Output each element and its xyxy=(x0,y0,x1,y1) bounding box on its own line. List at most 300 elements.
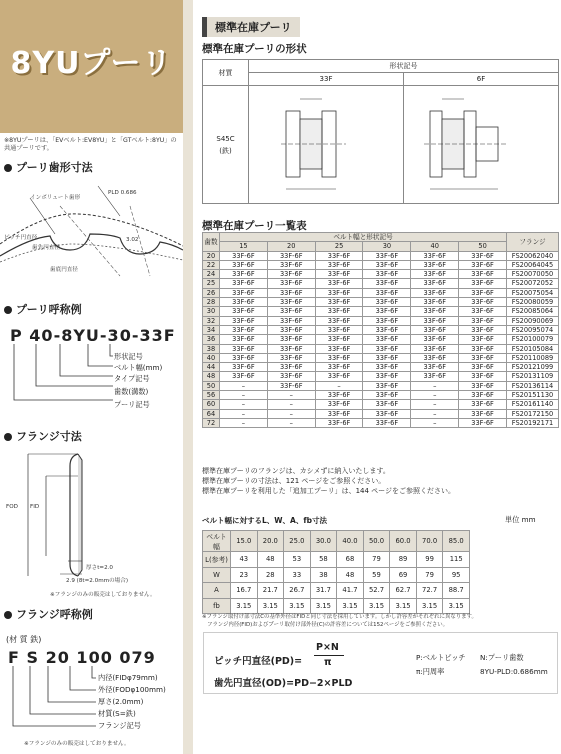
shape-cell: 33F-6F xyxy=(459,298,507,307)
left-column xyxy=(0,0,183,754)
shape-col-33f: 33F xyxy=(249,73,404,86)
dim-cell: 59 xyxy=(363,567,390,583)
table-row xyxy=(203,298,559,307)
dim-cell: 62.7 xyxy=(390,583,417,599)
shape-cell: 33F-6F xyxy=(220,325,268,334)
teeth-cell: 72 xyxy=(203,418,220,427)
dim-cell: 3.15 xyxy=(337,598,364,614)
shape-cell: 33F-6F xyxy=(267,335,315,344)
dim-unit: 単位 mm xyxy=(505,515,536,524)
shape-cell: 33F-6F xyxy=(459,251,507,260)
teeth-cell: 32 xyxy=(203,316,220,325)
shape-cell: 33F-6F xyxy=(363,251,411,260)
teeth-cell: 38 xyxy=(203,344,220,353)
shape-cell: 33F-6F xyxy=(411,270,459,279)
dim-cell: 53 xyxy=(284,552,311,568)
shape-cell: 33F-6F xyxy=(315,400,363,409)
shape-cell: 33F-6F xyxy=(220,363,268,372)
shape-cell: 33F-6F xyxy=(411,316,459,325)
shape-cell: 33F-6F xyxy=(220,344,268,353)
shape-cell: 33F-6F xyxy=(315,409,363,418)
shape-cell: – xyxy=(267,400,315,409)
shape-cell: – xyxy=(315,381,363,390)
code-part-pulley: プーリ記号 xyxy=(114,400,150,409)
dim-cell: 3.15 xyxy=(231,598,258,614)
shape-cell: – xyxy=(411,381,459,390)
title-banner xyxy=(0,0,183,133)
flange-cell: FS20121099 xyxy=(507,363,559,372)
flange-cell: FS20172150 xyxy=(507,409,559,418)
dim-cell: 52.7 xyxy=(363,583,390,599)
code-part-type: タイプ記号 xyxy=(114,374,150,383)
dim-heading: ベルト幅に対するL、W、A、fb寸法 xyxy=(202,516,327,525)
shape-cell: 33F-6F xyxy=(315,316,363,325)
flange-cell: FS20090069 xyxy=(507,316,559,325)
material-header: 材質 xyxy=(203,60,249,86)
shape-cell: – xyxy=(411,409,459,418)
shape-cell: 33F-6F xyxy=(220,307,268,316)
teeth-cell: 30 xyxy=(203,307,220,316)
pitch-circle-label: ピッチ円直径 xyxy=(4,235,38,241)
shape-cell: 33F-6F xyxy=(363,353,411,362)
shape-cell: – xyxy=(411,391,459,400)
shape-cell: 33F-6F xyxy=(220,335,268,344)
dim-cell: 69 xyxy=(390,567,417,583)
shape-cell: 33F-6F xyxy=(363,400,411,409)
shape-cell: 33F-6F xyxy=(220,353,268,362)
shape-cell: 33F-6F xyxy=(267,270,315,279)
shape-cell: 33F-6F xyxy=(267,298,315,307)
shape-cell: 33F-6F xyxy=(363,298,411,307)
teeth-cell: 22 xyxy=(203,260,220,269)
shape-cell: 33F-6F xyxy=(267,372,315,381)
shape-cell: 33F-6F xyxy=(411,363,459,372)
pld-def: 8YU-PLD:0.686mm xyxy=(480,667,548,676)
dim-row-label: W xyxy=(203,567,231,583)
shape-heading: 標準在庫プーリの形状 xyxy=(202,43,307,55)
section-title: フランジ寸法 xyxy=(16,430,82,443)
pld-label: PLD 0.686 xyxy=(108,190,137,196)
table-row xyxy=(203,270,559,279)
shape-cell: 33F-6F xyxy=(363,409,411,418)
dim-cell: 72.7 xyxy=(416,583,443,599)
material-value: S45C (鉄) xyxy=(203,86,249,204)
shape-cell: 33F-6F xyxy=(363,418,411,427)
intro-note: ※8YUプーリは、「EVベルト:EV8YU」と「GTベルト:8YU」の共通プーリです。 xyxy=(4,137,177,152)
dim-cell: 28 xyxy=(257,567,284,583)
pd-denominator: π xyxy=(324,657,332,668)
shape-cell: 33F-6F xyxy=(315,391,363,400)
dim-cell: 30.0 xyxy=(310,531,337,552)
table-row xyxy=(203,279,559,288)
shape-col-6f: 6F xyxy=(404,73,559,86)
shape-cell: 33F-6F xyxy=(459,279,507,288)
shape-cell: 33F-6F xyxy=(363,307,411,316)
teeth-cell: 34 xyxy=(203,325,220,334)
dim-cell: 79 xyxy=(416,567,443,583)
table-row xyxy=(203,391,559,400)
dim-cell: 3.15 xyxy=(443,598,470,614)
shape-cell: 33F-6F xyxy=(363,288,411,297)
shape-cell: 33F-6F xyxy=(363,372,411,381)
flange-part-outer: 外径(FODφ100mm) xyxy=(98,685,166,694)
dim-cell: 70.0 xyxy=(416,531,443,552)
dim-note-2: フランジ内径(FID)およびプーリ取付け部外径(C)の許容差については152ページをご参照ください。 xyxy=(207,622,449,628)
dim-cell: 23 xyxy=(231,567,258,583)
flange-cell: FS20080059 xyxy=(507,298,559,307)
bullet-icon xyxy=(4,611,12,619)
teeth-header: 歯数 xyxy=(203,233,220,252)
drawing-6f xyxy=(404,86,559,204)
shape-cell: 33F-6F xyxy=(315,363,363,372)
bullet-icon xyxy=(4,164,12,172)
dim-row-label: fb xyxy=(203,598,231,614)
shape-cell: – xyxy=(220,409,268,418)
shape-header: 形状記号 xyxy=(249,60,559,73)
dim-row-label: ベルト幅 xyxy=(203,531,231,552)
shape-cell: 33F-6F xyxy=(363,381,411,390)
flange-cell: FS20064045 xyxy=(507,260,559,269)
shape-cell: – xyxy=(220,381,268,390)
dim-cell: 95 xyxy=(443,567,470,583)
shape-cell: 33F-6F xyxy=(363,279,411,288)
flange-cell: FS20105084 xyxy=(507,344,559,353)
list-note-1: 標準在庫プーリのフランジは、カシメずに納入いたします。 xyxy=(202,467,390,475)
teeth-cell: 64 xyxy=(203,409,220,418)
width-col-header: 30 xyxy=(363,242,411,251)
section-tag: 標準在庫プーリ xyxy=(202,17,300,37)
shape-cell: 33F-6F xyxy=(220,316,268,325)
table-row xyxy=(203,316,559,325)
fid-label: FID xyxy=(30,504,40,510)
dim-row xyxy=(203,531,470,552)
table-row xyxy=(203,335,559,344)
n-def: N:プーリ歯数 xyxy=(480,653,524,662)
shape-cell: 33F-6F xyxy=(220,372,268,381)
shape-cell: 33F-6F xyxy=(459,418,507,427)
flange-part-symbol: フランジ記号 xyxy=(98,721,141,730)
dim-cell: 115 xyxy=(443,552,470,568)
dim-row xyxy=(203,567,470,583)
flange-header: フランジ xyxy=(507,233,559,252)
right-column xyxy=(193,0,561,754)
shape-cell: 33F-6F xyxy=(411,307,459,316)
shape-cell: 33F-6F xyxy=(459,381,507,390)
flange-cell: FS20131109 xyxy=(507,372,559,381)
dim-cell: 85.0 xyxy=(443,531,470,552)
shape-cell: 33F-6F xyxy=(411,325,459,334)
flange-code: F S 20 100 079 xyxy=(8,648,156,667)
shape-cell: 33F-6F xyxy=(220,251,268,260)
code-part-teeth: 歯数(溝数) xyxy=(114,387,149,396)
shape-cell: 33F-6F xyxy=(411,298,459,307)
shape-cell: 33F-6F xyxy=(411,251,459,260)
shape-cell: 33F-6F xyxy=(267,344,315,353)
dim-cell: 41.7 xyxy=(337,583,364,599)
dim-cell: 38 xyxy=(310,567,337,583)
dim-cell: 43 xyxy=(231,552,258,568)
flange-cell: FS20151130 xyxy=(507,391,559,400)
pulley-6f-drawing xyxy=(406,89,556,199)
p-def: P:ベルトピッチ xyxy=(416,653,466,662)
pi-def: π:円周率 xyxy=(416,667,445,676)
list-note-3: 標準在庫プーリを利用した「追加工プーリ」は、144 ページをご参照ください。 xyxy=(202,487,456,495)
dim-cell: 60.0 xyxy=(390,531,417,552)
shape-cell: 33F-6F xyxy=(363,391,411,400)
shape-cell: 33F-6F xyxy=(315,279,363,288)
shape-cell: 33F-6F xyxy=(315,335,363,344)
shape-cell: 33F-6F xyxy=(315,353,363,362)
dim-cell: 58 xyxy=(310,552,337,568)
shape-cell: – xyxy=(267,418,315,427)
flange-only-note-2: ※フランジのみの販売はしておりません。 xyxy=(24,741,130,747)
shape-cell: 33F-6F xyxy=(459,372,507,381)
dim-cell: 31.7 xyxy=(310,583,337,599)
shape-cell: 33F-6F xyxy=(363,260,411,269)
shape-cell: 33F-6F xyxy=(411,288,459,297)
dim-cell: 89 xyxy=(390,552,417,568)
table-row xyxy=(203,325,559,334)
shape-cell: 33F-6F xyxy=(459,325,507,334)
thickness-label: 厚さt=2.0 xyxy=(86,565,113,571)
table-row xyxy=(203,400,559,409)
shape-cell: 33F-6F xyxy=(411,335,459,344)
shape-cell: 33F-6F xyxy=(267,260,315,269)
flange-only-note: ※フランジのみの販売はしておりません。 xyxy=(50,592,156,598)
table-row xyxy=(203,363,559,372)
flange-code-leaders xyxy=(10,666,100,736)
dim-row-label: A xyxy=(203,583,231,599)
shape-cell: – xyxy=(411,418,459,427)
drawing-33f xyxy=(249,86,404,204)
shape-cell: 33F-6F xyxy=(220,298,268,307)
tooth-profile-diagram xyxy=(0,176,183,286)
shape-cell: 33F-6F xyxy=(411,260,459,269)
shape-cell: 33F-6F xyxy=(267,279,315,288)
teeth-cell: 44 xyxy=(203,363,220,372)
width-col-header: 20 xyxy=(267,242,315,251)
code-part-shape: 形状記号 xyxy=(114,352,143,361)
dim-note-1: ※フランジ取付け部寸法Cの基準外径はFIDと同じ寸法を採用しています。しかし許容差がそれぞれに異なります。 xyxy=(202,614,477,620)
shape-cell: 33F-6F xyxy=(220,288,268,297)
shape-cell: 33F-6F xyxy=(459,409,507,418)
shape-cell: – xyxy=(267,409,315,418)
flange-part-inner: 内径(FIDφ79mm) xyxy=(98,673,158,682)
shape-cell: 33F-6F xyxy=(220,270,268,279)
shape-cell: 33F-6F xyxy=(315,270,363,279)
dim-cell: 88.7 xyxy=(443,583,470,599)
bullet-icon xyxy=(4,306,12,314)
flange-material: (材 質 鉄) xyxy=(6,635,42,644)
shape-cell: 33F-6F xyxy=(459,344,507,353)
bullet-icon xyxy=(4,433,12,441)
dim-cell: 26.7 xyxy=(284,583,311,599)
dim-cell: 48 xyxy=(337,567,364,583)
table-row xyxy=(203,353,559,362)
shape-cell: 33F-6F xyxy=(363,335,411,344)
shape-cell: 33F-6F xyxy=(315,251,363,260)
pd-numerator: P×N xyxy=(316,642,339,653)
dim-cell: 3.15 xyxy=(390,598,417,614)
shape-cell: 33F-6F xyxy=(315,307,363,316)
section-tooth-profile xyxy=(4,159,93,175)
list-note-2: 標準在庫プーリの寸法は、121 ページをご参照ください。 xyxy=(202,477,386,485)
teeth-cell: 20 xyxy=(203,251,220,260)
shape-cell: 33F-6F xyxy=(363,316,411,325)
dim-row xyxy=(203,583,470,599)
shape-cell: 33F-6F xyxy=(315,260,363,269)
section-flange-dim xyxy=(4,428,82,444)
shape-cell: 33F-6F xyxy=(267,316,315,325)
shape-cell: 33F-6F xyxy=(411,353,459,362)
width-col-header: 25 xyxy=(315,242,363,251)
dim-cell: 79 xyxy=(363,552,390,568)
shape-cell: 33F-6F xyxy=(315,298,363,307)
section-title: フランジ呼称例 xyxy=(16,608,93,621)
shape-cell: 33F-6F xyxy=(459,316,507,325)
flange-cell: FS20062040 xyxy=(507,251,559,260)
teeth-cell: 56 xyxy=(203,391,220,400)
flange-part-thickness: 厚さ(2.0mm) xyxy=(98,697,144,706)
dim-cell: 99 xyxy=(416,552,443,568)
shape-cell: 33F-6F xyxy=(220,279,268,288)
width-header: ベルト幅と形状記号 xyxy=(220,233,507,242)
shape-cell: 33F-6F xyxy=(315,288,363,297)
involute-label: インボリュート歯形 xyxy=(30,195,81,201)
table-row xyxy=(203,418,559,427)
dim-cell: 50.0 xyxy=(363,531,390,552)
shape-cell: 33F-6F xyxy=(459,363,507,372)
shape-cell: 33F-6F xyxy=(363,344,411,353)
dim-cell: 3.15 xyxy=(416,598,443,614)
section-title: プーリ歯形寸法 xyxy=(16,161,93,174)
flange-cell: FS20161140 xyxy=(507,400,559,409)
flange-cell: FS20075054 xyxy=(507,288,559,297)
flange-cell: FS20136114 xyxy=(507,381,559,390)
shape-cell: 33F-6F xyxy=(363,270,411,279)
shape-cell: 33F-6F xyxy=(459,353,507,362)
table-row xyxy=(203,372,559,381)
shape-cell: – xyxy=(267,391,315,400)
formula-box xyxy=(203,632,558,694)
dim-cell: 40.0 xyxy=(337,531,364,552)
width-col-header: 50 xyxy=(459,242,507,251)
teeth-cell: 36 xyxy=(203,335,220,344)
dim-cell: 33 xyxy=(284,567,311,583)
table-row xyxy=(203,344,559,353)
shape-cell: 33F-6F xyxy=(267,353,315,362)
dim-row xyxy=(203,552,470,568)
teeth-cell: 24 xyxy=(203,270,220,279)
section-flange-designation xyxy=(4,606,93,622)
table-row xyxy=(203,288,559,297)
angle-label: 3.02 xyxy=(126,237,139,243)
page-title: 8YUプーリ xyxy=(10,46,173,81)
table-row xyxy=(203,381,559,390)
shape-cell: 33F-6F xyxy=(220,260,268,269)
fraction-bar xyxy=(314,655,344,656)
teeth-cell: 25 xyxy=(203,279,220,288)
shape-cell: 33F-6F xyxy=(315,372,363,381)
shape-cell: – xyxy=(411,400,459,409)
dim-cell: 15.0 xyxy=(231,531,258,552)
table-row xyxy=(203,409,559,418)
offset-label: 2.9 (8t=2.0mmの場合) xyxy=(66,578,129,584)
shape-cell: – xyxy=(220,391,268,400)
shape-cell: 33F-6F xyxy=(459,288,507,297)
teeth-cell: 40 xyxy=(203,353,220,362)
teeth-cell: 48 xyxy=(203,372,220,381)
shape-cell: 33F-6F xyxy=(459,335,507,344)
shape-cell: 33F-6F xyxy=(267,325,315,334)
fod-label: FOD xyxy=(6,504,18,510)
shape-cell: 33F-6F xyxy=(363,325,411,334)
flange-cell: FS20070050 xyxy=(507,270,559,279)
teeth-cell: 50 xyxy=(203,381,220,390)
dim-cell: 68 xyxy=(337,552,364,568)
shape-cell: 33F-6F xyxy=(267,363,315,372)
flange-part-material: 材質(S=鉄) xyxy=(98,709,136,718)
dim-cell: 25.0 xyxy=(284,531,311,552)
shape-cell: 33F-6F xyxy=(267,251,315,260)
shape-cell: 33F-6F xyxy=(459,307,507,316)
shape-cell: 33F-6F xyxy=(267,288,315,297)
code-part-width: ベルト幅(mm) xyxy=(114,363,163,372)
dim-cell: 48 xyxy=(257,552,284,568)
table-row xyxy=(203,307,559,316)
shape-cell: 33F-6F xyxy=(315,344,363,353)
dimension-table xyxy=(202,530,470,614)
shape-cell: – xyxy=(220,400,268,409)
od-formula: 歯先円直径(OD)=PD−2×PLD xyxy=(214,678,353,689)
table-row xyxy=(203,260,559,269)
dim-cell: 3.15 xyxy=(284,598,311,614)
flange-cell: FS20072052 xyxy=(507,279,559,288)
dim-cell: 20.0 xyxy=(257,531,284,552)
shape-cell: 33F-6F xyxy=(459,270,507,279)
teeth-cell: 28 xyxy=(203,298,220,307)
shape-cell: 33F-6F xyxy=(411,372,459,381)
shape-cell: 33F-6F xyxy=(315,325,363,334)
dim-cell: 21.7 xyxy=(257,583,284,599)
shape-table xyxy=(202,59,559,204)
shape-cell: – xyxy=(220,418,268,427)
dim-cell: 3.15 xyxy=(257,598,284,614)
shape-cell: 33F-6F xyxy=(411,279,459,288)
pulley-code-leaders xyxy=(10,344,120,414)
flange-cell: FS20085064 xyxy=(507,307,559,316)
shape-cell: 33F-6F xyxy=(411,344,459,353)
pulley-code: P 40-8YU-30-33F xyxy=(10,326,176,345)
dim-cell: 3.15 xyxy=(310,598,337,614)
shape-cell: 33F-6F xyxy=(267,381,315,390)
flange-cell: FS20100079 xyxy=(507,335,559,344)
shape-cell: 33F-6F xyxy=(267,307,315,316)
tip-circle-label: 歯先円直径 xyxy=(32,245,60,251)
section-title: プーリ呼称例 xyxy=(16,303,82,316)
dim-row-label: L(参考) xyxy=(203,552,231,568)
dim-cell: 3.15 xyxy=(363,598,390,614)
flange-cell: FS20095074 xyxy=(507,325,559,334)
section-designation xyxy=(4,301,82,317)
teeth-cell: 60 xyxy=(203,400,220,409)
root-circle-label: 歯底円直径 xyxy=(50,267,78,273)
shape-cell: 33F-6F xyxy=(459,391,507,400)
stock-table xyxy=(202,232,559,428)
shape-cell: 33F-6F xyxy=(315,418,363,427)
shape-cell: 33F-6F xyxy=(459,400,507,409)
list-heading: 標準在庫プーリ一覧表 xyxy=(202,220,307,232)
